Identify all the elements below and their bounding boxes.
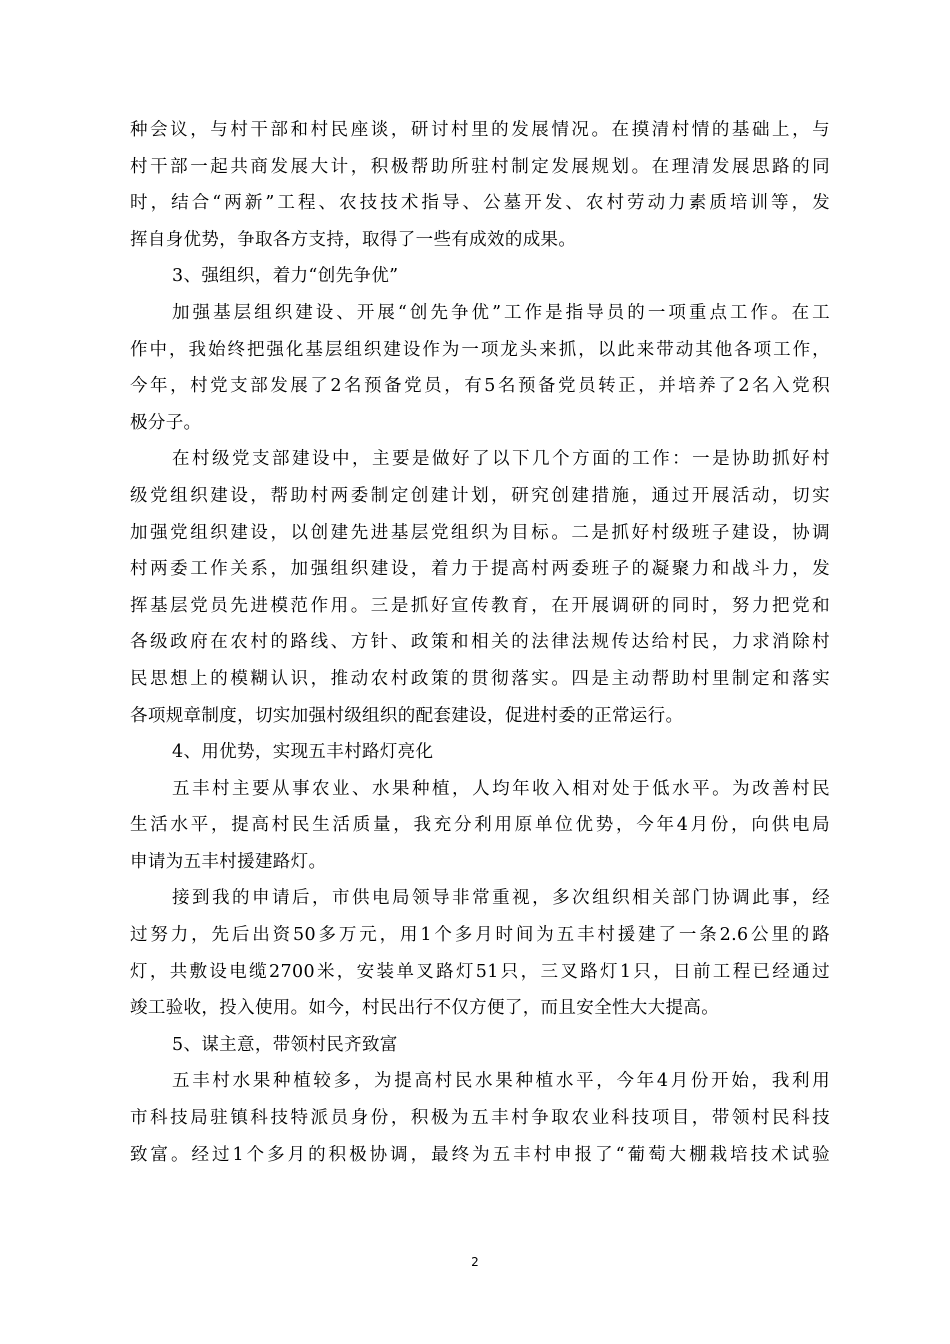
document-body — [130, 112, 830, 1173]
text-line: 民思想上的模糊认识，推动农村政策的贯彻落实。四是主动帮助村里制定和落实 — [130, 668, 830, 689]
text-line: 级党组织建设，帮助村两委制定创建计划，研究创建措施，通过开展活动，切实 — [130, 485, 830, 506]
text-line: 申请为五丰村援建路灯。 — [130, 851, 327, 872]
text-line: 种会议，与村干部和村民座谈，研讨村里的发展情况。在摸清村情的基础上，与 — [130, 120, 830, 140]
text-line: 加强基层组织建设、开展“创先争优”工作是指导员的一项重点工作。在工 — [172, 302, 830, 323]
section-heading-5: 5、谋主意，带领村民齐致富 — [172, 1034, 398, 1055]
text-line: 今年，村党支部发展了2名预备党员，有5名预备党员转正，并培养了2名入党积 — [130, 376, 830, 397]
text-line: 极分子。 — [130, 412, 202, 433]
text-line: 过努力，先后出资50多万元，用1个多月时间为五丰村援建了一条2.6公里的路 — [130, 925, 830, 946]
page-number: 2 — [471, 1255, 479, 1269]
text-line: 接到我的申请后，市供电局领导非常重视，多次组织相关部门协调此事，经 — [172, 888, 830, 909]
text-line: 生活水平，提高村民生活质量，我充分利用原单位优势，今年4月份，向供电局 — [130, 815, 830, 836]
text-line: 五丰村主要从事农业、水果种植，人均年收入相对处于低水平。为改善村民 — [172, 778, 830, 799]
text-line: 挥自身优势，争取各方支持，取得了一些有成效的成果。 — [130, 229, 577, 250]
text-line: 作中，我始终把强化基层组织建设作为一项龙头来抓，以此来带动其他各项工作， — [130, 339, 830, 360]
text-line: 加强党组织建设，以创建先进基层党组织为目标。二是抓好村级班子建设，协调 — [130, 522, 830, 543]
text-line: 村两委工作关系，加强组织建设，着力于提高村两委班子的凝聚力和战斗力，发 — [130, 559, 830, 580]
text-line: 在村级党支部建设中，主要是做好了以下几个方面的工作：一是协助抓好村 — [172, 449, 830, 470]
text-line: 致富。经过1个多月的积极协调，最终为五丰村申报了“葡萄大棚栽培技术试验 — [130, 1144, 830, 1165]
text-line: 灯，共敷设电缆2700米，安装单叉路灯51只，三叉路灯1只，日前工程已经通过 — [130, 961, 830, 982]
text-line: 五丰村水果种植较多，为提高村民水果种植水平，今年4月份开始，我利用 — [172, 1071, 830, 1092]
text-line: 各级政府在农村的路线、方针、政策和相关的法律法规传达给村民，力求消除村 — [130, 632, 830, 653]
text-line: 竣工验收，投入使用。如今，村民出行不仅方便了，而且安全性大大提高。 — [130, 998, 720, 1019]
text-line: 市科技局驻镇科技特派员身份，积极为五丰村争取农业科技项目，带领村民科技 — [130, 1108, 830, 1129]
text-line: 村干部一起共商发展大计，积极帮助所驻村制定发展规划。在理清发展思路的同 — [130, 156, 830, 177]
text-line: 挥基层党员先进模范作用。三是抓好宣传教育，在开展调研的同时，努力把党和 — [130, 595, 830, 616]
section-heading-4: 4、用优势，实现五丰村路灯亮化 — [172, 742, 434, 763]
text-line: 各项规章制度，切实加强村级组织的配套建设，促进村委的正常运行。 — [130, 705, 684, 726]
section-heading-3: 3、强组织，着力“创先争优” — [172, 266, 399, 287]
text-line: 时，结合“两新”工程、农技技术指导、公墓开发、农村劳动力素质培训等，发 — [130, 193, 830, 214]
